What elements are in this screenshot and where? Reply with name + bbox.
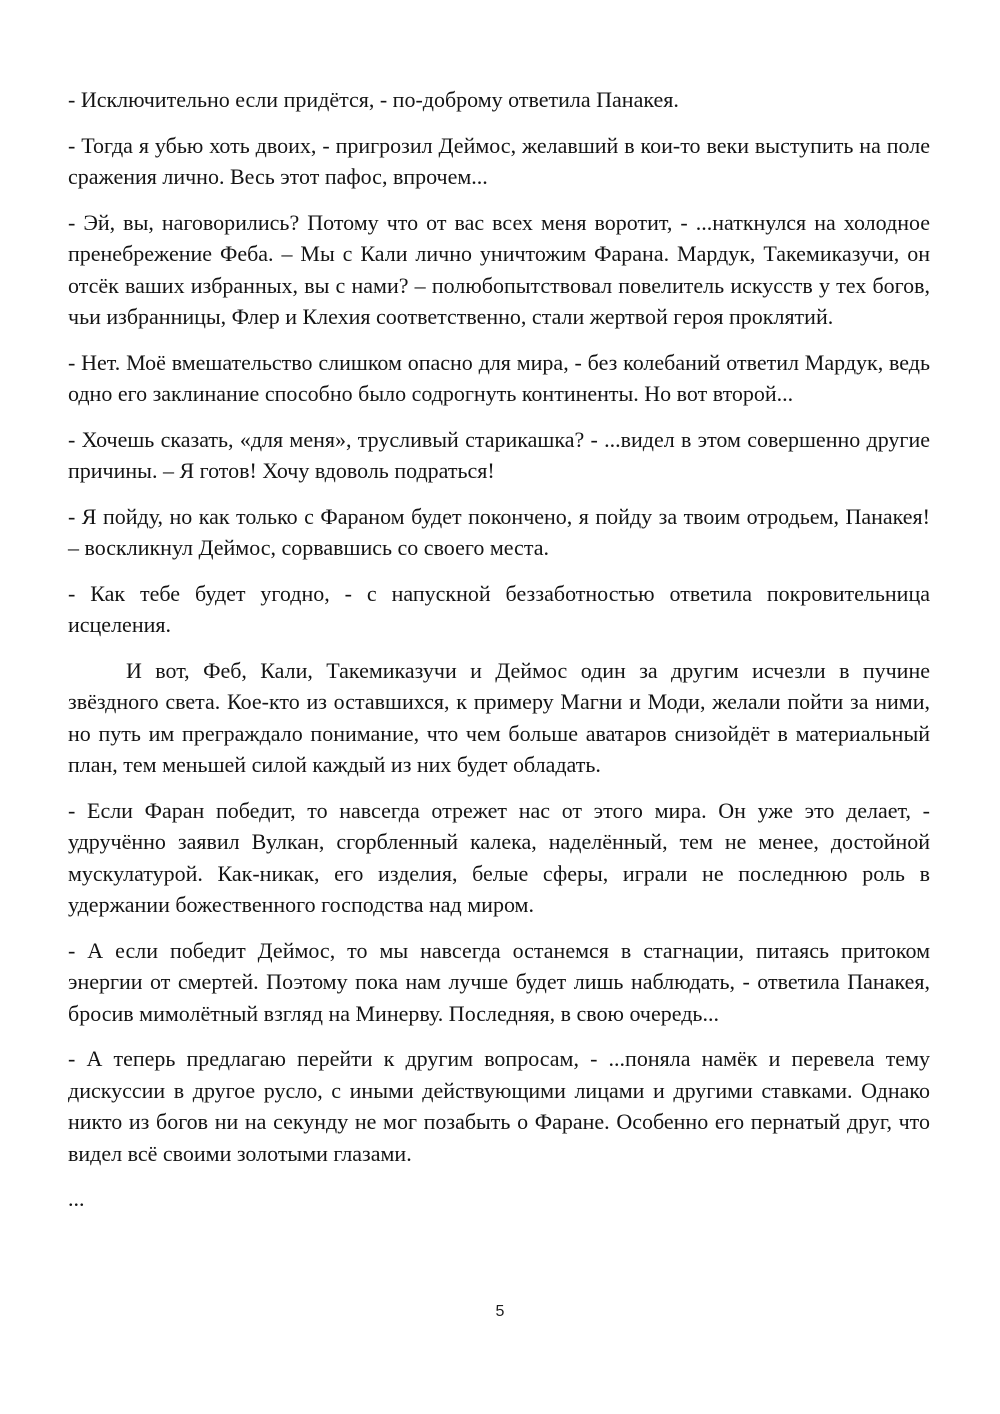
paragraph: - Если Фаран победит, то навсегда отрежет нас от этого мира. Он уже это делает, - удручённо заявил Вулкан, сгорбленный калека, наделённый, тем не менее, достойной мускулатурой. Как-никак, его изделия, белые сферы, играли не последнюю роль в удержании божественного господства над миром. xyxy=(68,797,930,917)
paragraph: - А если победит Деймос, то мы навсегда останемся в стагнации, питаясь притоком энергии от смертей. Поэтому пока нам лучше будет лишь наблюдать, - ответила Панакея, бросив мимолётный взгляд на Минерву. Последняя, в свою очередь... xyxy=(68,937,930,1026)
text-column xyxy=(68,84,930,1229)
page-number: 5 xyxy=(495,1303,505,1320)
paragraph: - А теперь предлагаю перейти к другим вопросам, - ...поняла намёк и перевела тему дискуссии в другое русло, с иными действующими лицами и другими ставками. Однако никто из богов ни на секунду не мог позабыть о Фаране. Особенно его пернатый друг, что видел всё своими золотыми глазами. xyxy=(68,1046,930,1166)
paragraph: - Эй, вы, наговорились? Потому что от вас всех меня воротит, - ...наткнулся на холодное пренебрежение Феба. – Мы с Кали лично уничтожим Фарана. Мардук, Такемиказучи, он отсёк ваших избранных, вы с нами? – полюбопытствовал повелитель искусств у тех богов, чьи избранницы, Флер и Клехия соответственно, стали жертвой героя проклятий. xyxy=(68,209,930,329)
paragraph: - Хочешь сказать, «для меня», трусливый старикашка? - ...видел в этом совершенно другие причины. – Я готов! Хочу вдоволь подраться! xyxy=(68,426,930,483)
paragraph: - Тогда я убью хоть двоих, - пригрозил Деймос, желавший в кои-то веки выступить на поле сражения лично. Весь этот пафос, впрочем... xyxy=(68,132,930,189)
paragraph: - Как тебе будет угодно, - с напускной беззаботностью ответила покровительница исцеления. xyxy=(68,580,930,637)
paragraph: ... xyxy=(68,1186,85,1211)
paragraph: - Исключительно если придётся, - по-доброму ответила Панакея. xyxy=(68,87,679,112)
paragraph: - Я пойду, но как только с Фараном будет покончено, я пойду за твоим отродьем, Панакея! – воскликнул Деймос, сорвавшись со своего места. xyxy=(68,503,930,560)
paragraph: И вот, Феб, Кали, Такемиказучи и Деймос один за другим исчезли в пучине звёздного света. Кое-кто из оставшихся, к примеру Магни и Моди, желали пойти за ними, но путь им преграждало понимание, что чем больше аватаров снизойдёт в материальный план, тем меньшей силой каждый из них будет обладать. xyxy=(68,657,930,777)
paragraph: - Нет. Моё вмешательство слишком опасно для мира, - без колебаний ответил Мардук, ведь одно его заклинание способно было содрогнуть континенты. Но вот второй... xyxy=(68,349,930,406)
